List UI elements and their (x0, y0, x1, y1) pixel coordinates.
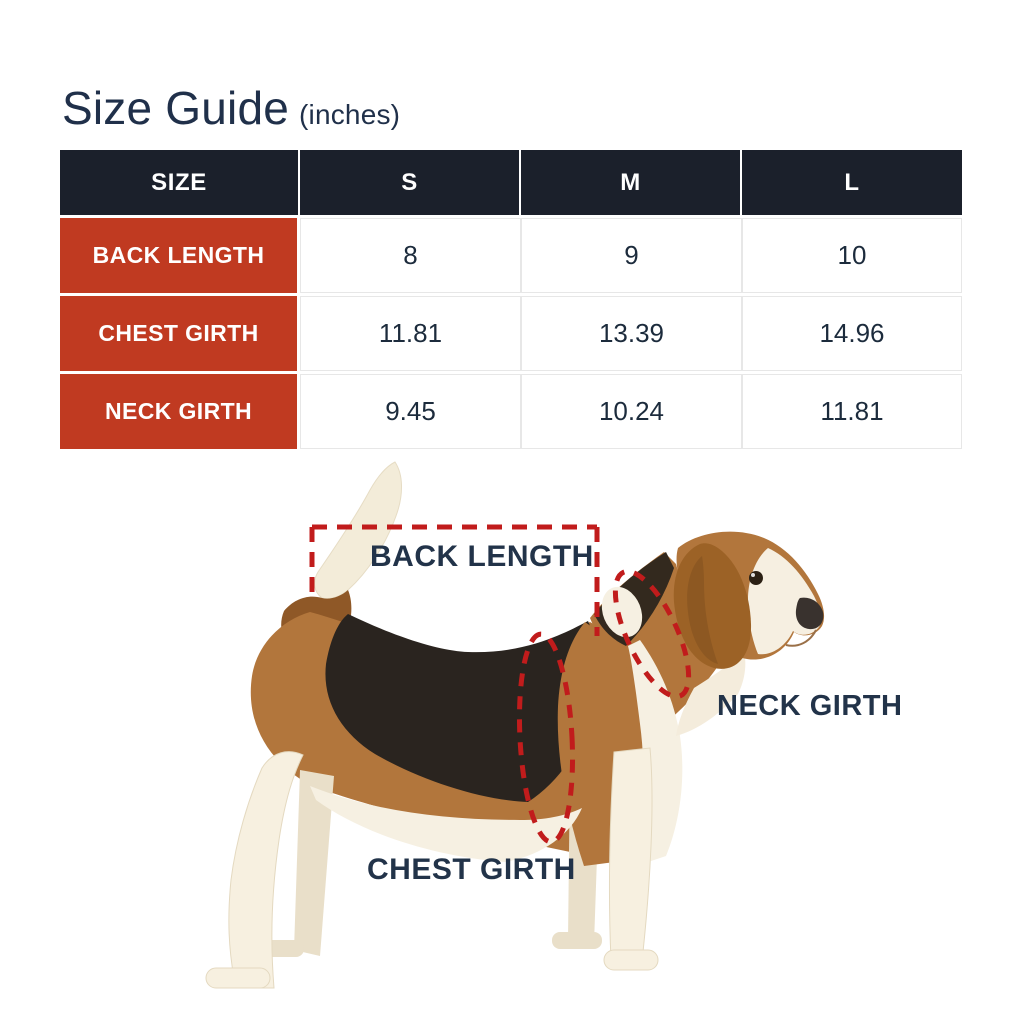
back-length-m: 9 (521, 218, 742, 296)
size-table (60, 150, 962, 452)
back-length-s: 8 (300, 218, 521, 296)
neck-girth-s: 9.45 (300, 374, 521, 452)
neck-girth-label: NECK GIRTH (717, 690, 903, 722)
chest-girth-label: CHEST GIRTH (367, 853, 576, 886)
size-table-header-s: S (300, 150, 521, 218)
dog-near-front-leg (610, 748, 652, 962)
page-title-unit: (inches) (299, 98, 401, 130)
row-label-chest-girth: CHEST GIRTH (60, 296, 300, 374)
row-label-back-length: BACK LENGTH (60, 218, 300, 296)
page-title-text: Size Guide (62, 81, 290, 134)
dog-far-front-paw (552, 932, 602, 949)
dog-eye-glint (751, 573, 755, 577)
dog-near-hind-paw (206, 968, 270, 988)
dog-near-front-paw (604, 950, 658, 970)
chest-girth-m: 13.39 (521, 296, 742, 374)
size-table-header-m: M (521, 150, 742, 218)
size-table-header-size: SIZE (60, 150, 300, 218)
dog-measurement-diagram (0, 450, 1024, 1024)
neck-girth-l: 11.81 (742, 374, 962, 452)
row-label-neck-girth: NECK GIRTH (60, 374, 300, 452)
chest-girth-l: 14.96 (742, 296, 962, 374)
back-length-label: BACK LENGTH (370, 540, 594, 573)
neck-girth-m: 10.24 (521, 374, 742, 452)
page-title (62, 81, 400, 135)
size-table-header-l: L (742, 150, 962, 218)
dog-tail (315, 462, 402, 599)
dog-eye (749, 571, 763, 585)
back-length-l: 10 (742, 218, 962, 296)
chest-girth-s: 11.81 (300, 296, 521, 374)
